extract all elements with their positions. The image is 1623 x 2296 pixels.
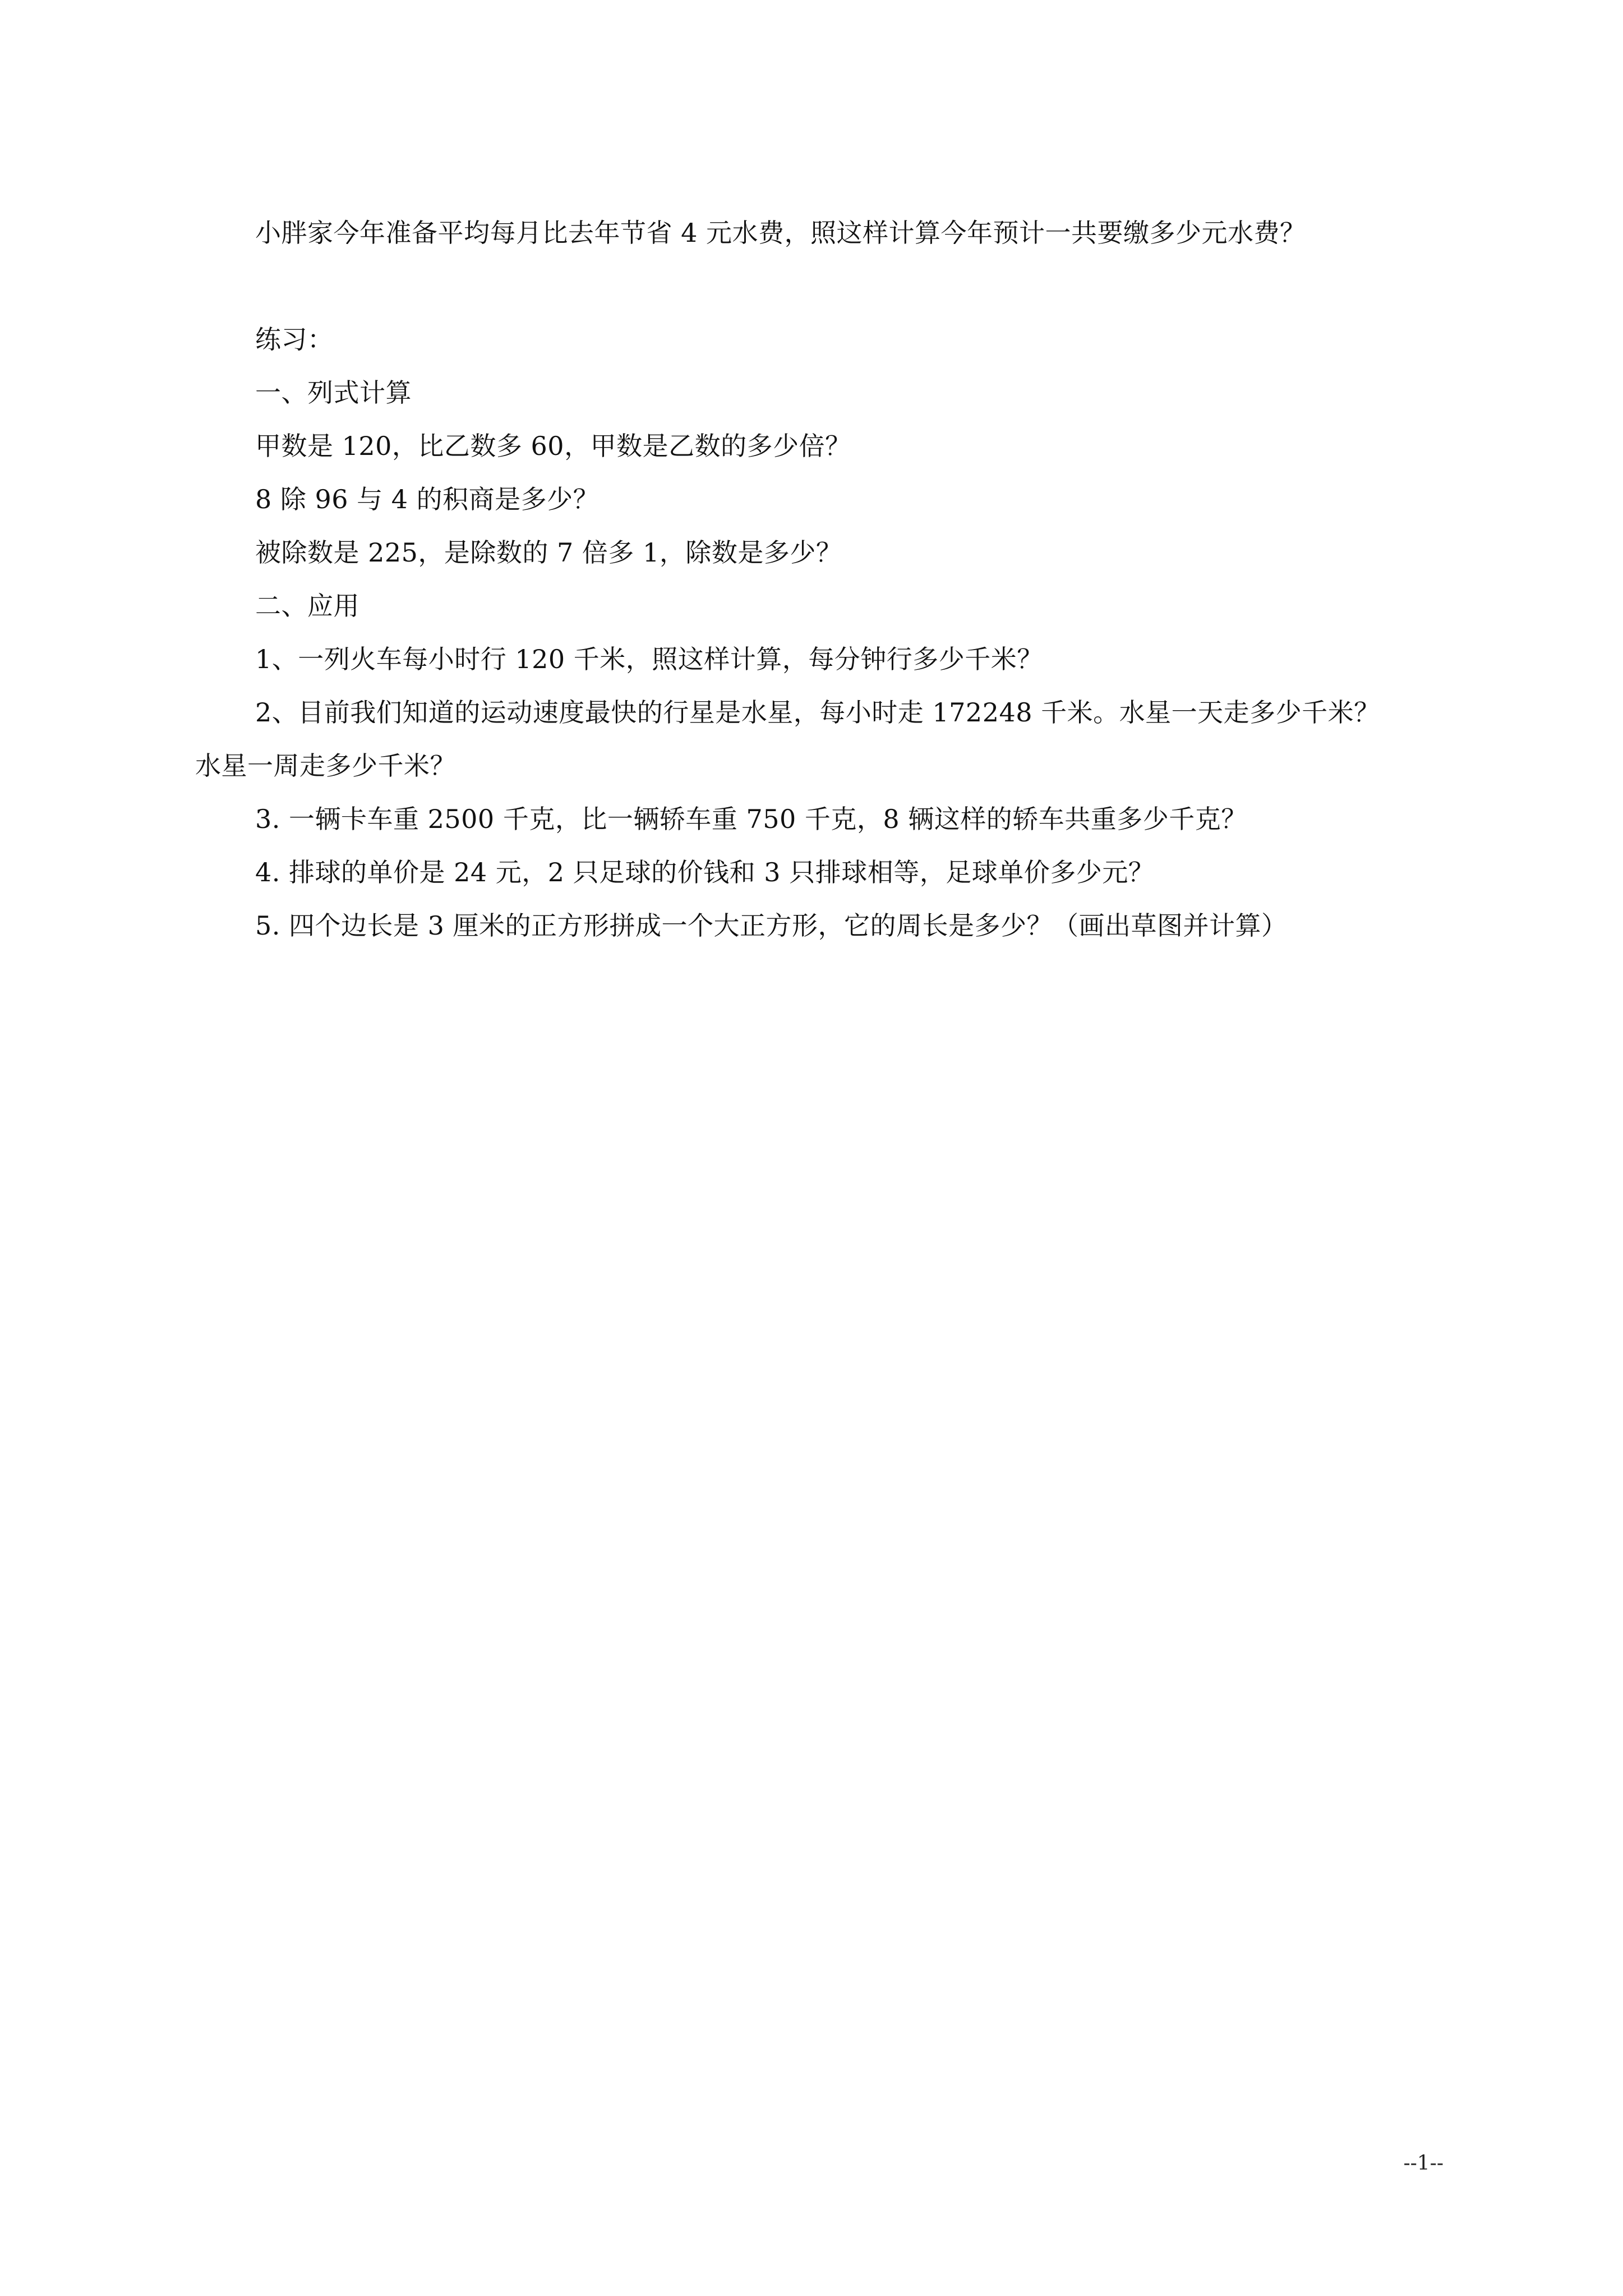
application-item: 4. 排球的单价是 24 元，2 只足球的价钱和 3 只排球相等，足球单价多少元？ bbox=[255, 857, 1155, 887]
calculation-item: 8 除 96 与 4 的积商是多少？ bbox=[255, 484, 600, 514]
calculation-item: 被除数是 225，是除数的 7 倍多 1，除数是多少？ bbox=[255, 537, 842, 568]
practice-heading: 练习： bbox=[255, 324, 334, 355]
intro-problem: 小胖家今年准备平均每月比去年节省 4 元水费，照这样计算今年预计一共要缴多少元水费？ bbox=[255, 218, 1306, 248]
section-heading-application: 二、应用 bbox=[255, 591, 359, 621]
application-item: 5. 四个边长是 3 厘米的正方形拼成一个大正方形，它的周长是多少？（画出草图并计算） bbox=[255, 910, 1288, 941]
application-item: 1、一列火车每小时行 120 千米，照这样计算，每分钟行多少千米？ bbox=[255, 644, 1043, 674]
application-item: 3. 一辆卡车重 2500 千克，比一辆轿车重 750 千克，8 辆这样的轿车共重多少千克？ bbox=[255, 804, 1247, 834]
section-heading-calculation: 一、列式计算 bbox=[255, 378, 412, 408]
application-item: 2、目前我们知道的运动速度最快的行星是水星，每小时走 172248 千米。水星一天走多少千米？ bbox=[255, 697, 1380, 728]
application-item-continuation: 水星一周走多少千米？ bbox=[195, 751, 456, 781]
calculation-item: 甲数是 120，比乙数多 60，甲数是乙数的多少倍？ bbox=[255, 431, 851, 461]
page-number: --1-- bbox=[1403, 2152, 1444, 2175]
